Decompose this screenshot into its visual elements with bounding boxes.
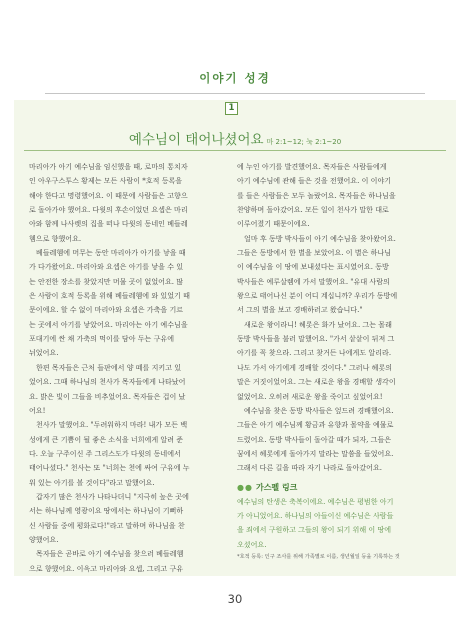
text-line: 뉘었어요. (29, 348, 59, 358)
text-line: 베들레헴에 머무는 동안 마리아가 아기를 낳을 때 (29, 248, 186, 258)
text-line: 문이에요. 할 수 없이 마리아와 요셉은 가축을 기르 (29, 305, 184, 315)
text-line: 태어나셨다." 천사는 또 "너희는 천에 싸여 구유에 누 (29, 463, 190, 473)
page-number: 30 (227, 592, 243, 606)
text-line: 아기를 꼭 찾으라. 그리고 찾거든 나에게도 알리라. (237, 348, 392, 358)
text-line: 마리아가 아기 예수님을 임신했을 때, 로마의 통치자 (29, 162, 188, 171)
text-line: 천사가 말했어요. "두려워하지 마라! 내가 모든 백 (29, 420, 188, 430)
text-line: 어요! (29, 405, 46, 415)
scripture-reference: 마 2:1~12; 눅 2:1~20 (266, 138, 342, 146)
text-line: 에 누인 아기를 발견했어요. 목자들은 사람들에게 (237, 162, 387, 171)
text-line: 찬양하며 돌아갔어요. 모든 일이 천사가 말한 대로 (237, 205, 389, 215)
text-line: 었어요. 그때 하나님의 천사가 목자들에게 나타났어 (29, 377, 186, 387)
lesson-title-text: 예수님이 태어나셨어요 (128, 132, 264, 148)
lesson-title (0, 128, 470, 148)
text-line: 얼마 후 동방 박사들이 아기 예수님을 찾아왔어요. (237, 233, 396, 243)
text-line: 말은 거짓이었어요. 그는 새로운 왕을 경배할 생각이 (237, 377, 396, 387)
text-line: 동방 박사들을 불러 말했어요. "가서 샅샅이 뒤져 그 (237, 334, 395, 344)
text-line: 워 있는 아기를 볼 것이다"라고 말했어요. (29, 477, 155, 487)
gospel-link-label: 가스펠 링크 (255, 482, 298, 492)
text-line: 서는 하나님께 영광이요 땅에서는 하나님이 기뻐하 (29, 506, 184, 516)
text-line: 목자들은 곧바로 아기 예수님을 찾으러 베들레헴 (29, 549, 184, 559)
text-line: 이 예수님을 이 땅에 보내셨다는 표시였어요. 동방 (237, 262, 389, 272)
text-line: 은 사람이 호적 등록을 위해 베들레헴에 와 있었기 때 (29, 291, 190, 301)
text-line: 박사들은 예루살렘에 가서 말했어요. "유대 사람의 (237, 276, 390, 286)
text-line: 그들은 동방에서 한 별을 보았어요. 이 별은 하나님 (237, 248, 392, 258)
text-line: 인 아우구스투스 황제는 모든 사람이 *호적 등록을 (29, 176, 183, 186)
text-line: 오셨어요. (237, 539, 267, 549)
text-line: 다. 오늘 구주이신 주 그리스도가 다윗의 동네에서 (29, 448, 181, 458)
text-line: 헴으로 향했어요. (29, 233, 82, 243)
series-divider (45, 93, 425, 94)
text-line: 는 안전한 장소를 찾았지만 머물 곳이 없었어요. 많 (29, 276, 184, 286)
text-line: 꿈에서 헤롯에게 돌아가지 말라는 말씀을 들었어요. (237, 448, 394, 458)
text-line: 그래서 다른 길을 따라 자기 나라로 돌아갔어요. (237, 463, 383, 473)
text-line: 한편 목자들은 근처 들판에서 양 떼를 지키고 있 (29, 362, 182, 372)
text-line: 가 아니었어요. 하나님의 아들이신 예수님은 사람들 (237, 510, 394, 520)
text-line: 성에게 큰 기쁨이 될 좋은 소식을 너희에게 알려 준 (29, 434, 184, 444)
text-line: 요. 밝은 빛이 그들을 비추었어요. 목자들은 겁이 났 (29, 391, 186, 401)
footnote: *호적 등록: 인구 조사를 위해 가족별로 이름, 생년월일 등을 기록하는 것 (237, 553, 400, 560)
text-line: 왕으로 태어나신 분이 어디 계십니까? 우리가 동방에 (237, 291, 398, 301)
text-line: 해야 한다고 명령했어요. 이 때문에 사람들은 고향으 (29, 190, 188, 200)
text-line: 새로운 왕이라니! 헤롯은 화가 났어요. 그는 몰래 (237, 319, 392, 329)
text-line: 를 들은 사람들은 모두 놀랐어요. 목자들은 하나님을 (237, 190, 396, 200)
text-line: 아기 예수님에 관해 들은 것을 전했어요. 이 이야기 (237, 176, 392, 186)
text-line: 로 돌아가야 했어요. 다윗의 후손이었던 요셉은 마리 (29, 205, 188, 215)
text-line: 포대기에 싼 채 가축의 먹이를 담아 두는 구유에 (29, 334, 175, 344)
text-line: 가 다가왔어요. 마리아와 요셉은 아기를 낳을 수 있 (29, 262, 184, 272)
text-line: 갑자기 많은 천사가 나타나더니 "지극히 높은 곳에 (29, 491, 189, 501)
bullet-dots-icon: ●● (237, 482, 253, 492)
lesson-number-badge: 1 (225, 102, 238, 115)
text-line: 서 그의 별을 보고 경배하러고 왔습니다." (237, 305, 363, 315)
text-line: 을 죄에서 구원하고 그들의 왕이 되기 위해 이 땅에 (237, 525, 392, 535)
text-line: 드렸어요. 동방 박사들이 돌아갈 때가 되자, 그들은 (237, 434, 392, 444)
text-line: 없었어요. 오히려 새로운 왕을 죽이고 싶었어요! (237, 391, 383, 401)
series-title: 이야기 성경 (199, 71, 271, 85)
text-line: 으로 향했어요. 이윽고 마리아와 요셉, 그리고 구유 (29, 563, 184, 573)
text-line: 아와 함께 나사렛의 집을 떠나 다윗의 동네인 베들레 (29, 219, 188, 229)
story-column-right (237, 160, 435, 562)
text-line: 예수님을 찾은 동방 박사들은 엎드려 경배했어요. (237, 405, 394, 415)
text-line: 이루어졌기 때문이에요. (237, 219, 310, 229)
story-column-left (29, 160, 227, 576)
text-line: 그들은 아기 예수님께 황금과 유향과 몰약을 예물로 (237, 420, 394, 430)
text-line: 신 사람들 중에 평화로다!"라고 말하며 하나님을 찬 (29, 520, 185, 530)
story-text-right (237, 160, 435, 476)
text-line: 나도 가서 아기에게 경배할 것이다." 그러나 헤롯의 (237, 362, 393, 372)
text-line: 양했어요. (29, 534, 59, 544)
gospel-link-heading (237, 481, 435, 495)
title-divider (24, 150, 446, 151)
gospel-link-body (237, 495, 435, 552)
text-line: 는 곳에서 아기를 낳았어요. 마리아는 아기 예수님을 (29, 319, 188, 329)
text-line: 예수님의 탄생은 축복이에요. 예수님은 평범한 아기 (237, 496, 394, 506)
